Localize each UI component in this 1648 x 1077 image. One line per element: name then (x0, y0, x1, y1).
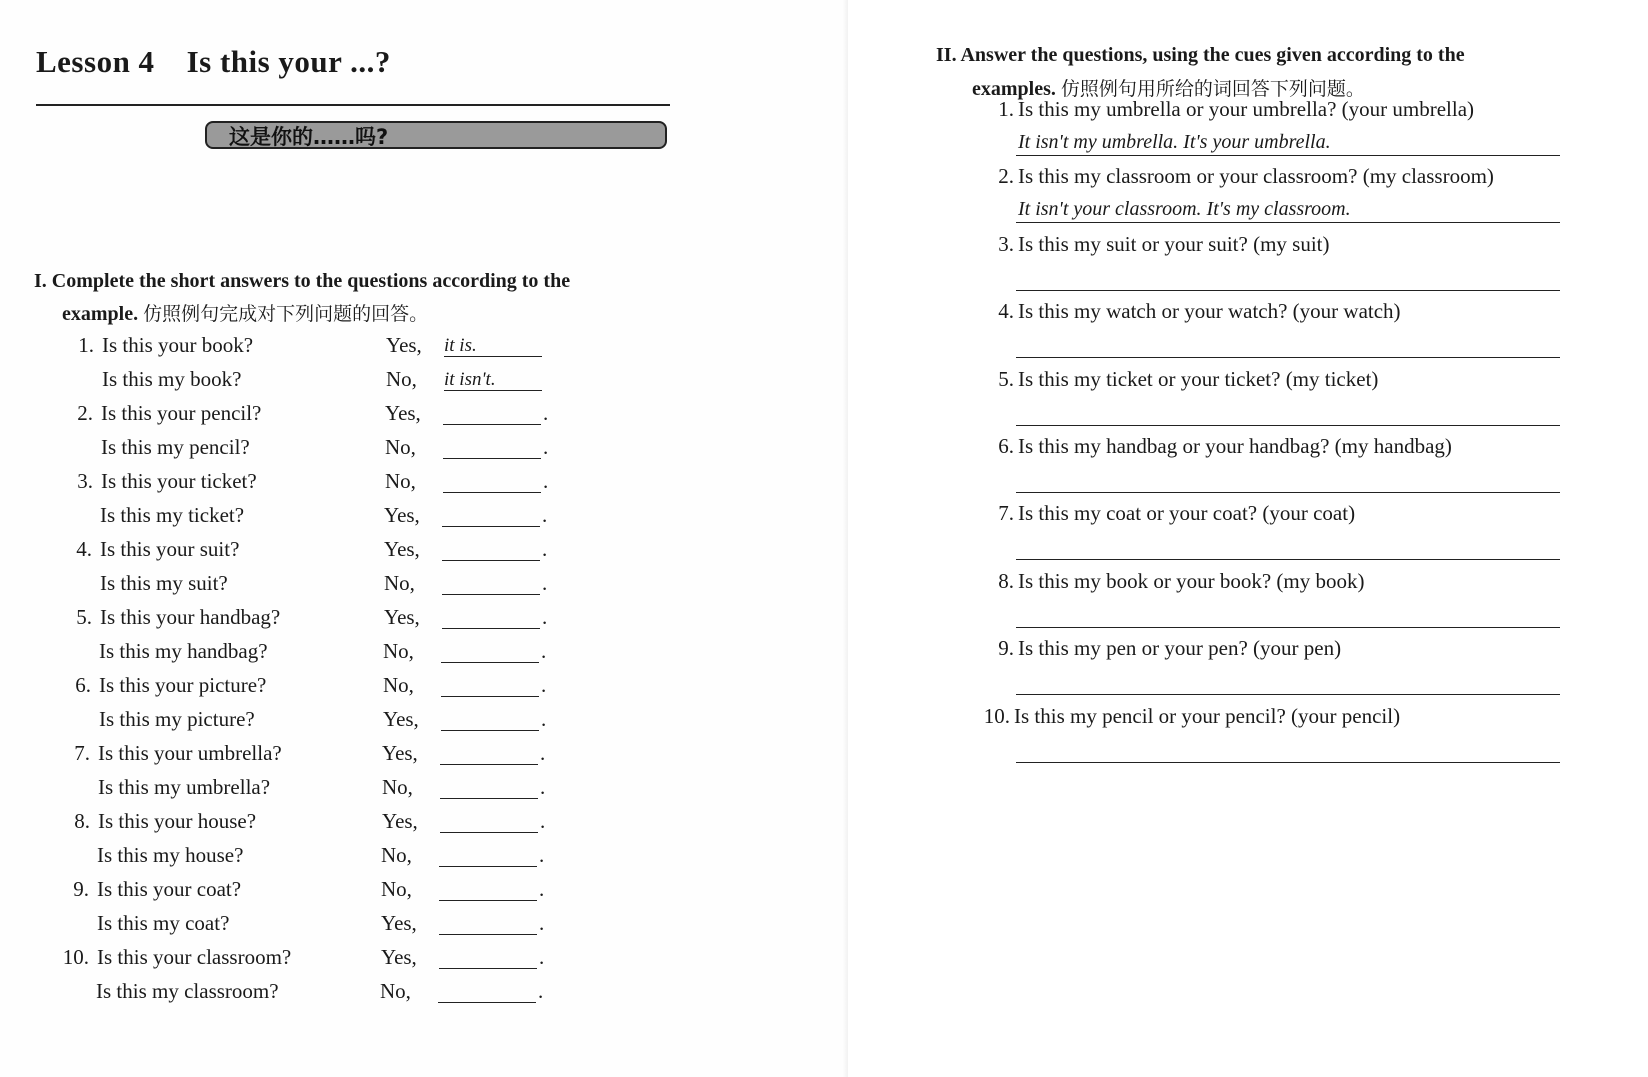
exercise1-row (61, 945, 581, 975)
blank-period: . (543, 435, 549, 459)
answer-prefix: No, (385, 435, 416, 459)
exercise2-question (976, 299, 1401, 324)
section2-roman: II. (936, 44, 957, 66)
question-number: 6. (998, 434, 1014, 458)
question-number: 5. (76, 605, 92, 629)
question-text: Is this my book or your book? (my book) (1018, 568, 1365, 593)
question-text: Is this your handbag? (100, 605, 281, 629)
question-text: Is this your suit? (100, 537, 240, 561)
blank-period: . (542, 571, 548, 595)
answer-example-text: It isn't your classroom. It's my classroom. (1018, 198, 1351, 221)
exercise2-question (976, 97, 1474, 122)
answer-line[interactable] (1016, 222, 1560, 223)
question-text: Is this my ticket? (100, 503, 245, 527)
exercise1-row (62, 741, 582, 771)
section2-heading-en: Answer the questions, using the cues given according to the (960, 44, 1465, 66)
question-text: Is this your house? (98, 809, 257, 833)
exercise1-row (66, 333, 586, 363)
question-number: 7. (74, 741, 90, 765)
blank-period: . (540, 741, 546, 765)
exercise2-question (976, 367, 1378, 392)
question-number: 1. (78, 333, 94, 357)
exercise1-row (63, 639, 583, 669)
question-number: 7. (998, 501, 1014, 526)
question-text: Is this my pencil or your pencil? (your pencil) (1014, 703, 1401, 728)
question-text: Is this my ticket or your ticket? (my ticket) (1018, 366, 1379, 391)
blank-period: . (542, 605, 548, 629)
exercise1-row (63, 707, 583, 737)
question-text: Is this my umbrella? (98, 775, 271, 799)
exercise2-question (976, 636, 1341, 661)
question-text: Is this my suit or your suit? (my suit) (1018, 231, 1330, 256)
answer-example-text: it is. (444, 335, 477, 356)
section2-heading-cn: 仿照例句用所给的词回答下列问题。 (1060, 78, 1365, 100)
exercise1-row (64, 605, 584, 635)
question-number: 2. (77, 401, 93, 425)
answer-blank[interactable] (443, 424, 541, 425)
answer-blank[interactable] (438, 1002, 536, 1003)
section1-roman: I. (34, 270, 47, 292)
exercise1-row (63, 673, 583, 703)
answer-prefix: No, (380, 979, 411, 1003)
question-number: 10. (983, 703, 1010, 728)
exercise1-row (62, 775, 582, 805)
question-text: Is this my suit? (100, 571, 228, 595)
answer-blank[interactable] (442, 526, 540, 527)
blank-period: . (541, 673, 547, 697)
blank-period: . (541, 639, 547, 663)
exercise1-row (65, 401, 585, 431)
exercise1-row (65, 469, 585, 499)
answer-example-text: it isn't. (444, 369, 496, 390)
question-text: Is this my classroom or your classroom? (my classroom) (1018, 164, 1494, 189)
question-number: 3. (998, 231, 1014, 256)
question-number: 1. (998, 97, 1014, 121)
answer-line[interactable] (1016, 155, 1560, 156)
question-text: Is this your ticket? (101, 469, 257, 493)
blank-period: . (542, 537, 548, 561)
blank-period: . (539, 945, 545, 969)
answer-prefix: Yes, (381, 911, 417, 935)
answer-example-text: It isn't my umbrella. It's your umbrella. (1018, 131, 1331, 153)
answer-blank[interactable] (439, 866, 537, 867)
answer-prefix: No, (386, 367, 417, 391)
answer-prefix: No, (384, 571, 415, 595)
answer-line[interactable] (1016, 559, 1560, 560)
blank-period: . (539, 843, 545, 867)
question-number: 4. (76, 537, 92, 561)
answer-blank[interactable] (440, 798, 538, 799)
exercise1-row (61, 911, 581, 941)
exercise1-row (65, 435, 585, 465)
question-number: 2. (998, 164, 1014, 189)
answer-blank[interactable] (443, 458, 541, 459)
blank-period: . (538, 979, 544, 1003)
question-text: Is this your coat? (97, 877, 242, 901)
right-page (848, 0, 1648, 1077)
blank-period: . (540, 809, 546, 833)
question-text: Is this your pencil? (101, 401, 262, 425)
exercise1-row (64, 537, 584, 567)
exercise2-question (976, 164, 1494, 189)
answer-line[interactable] (1016, 290, 1560, 291)
question-number: 5. (998, 366, 1014, 391)
question-number: 3. (77, 469, 93, 493)
answer-prefix: No, (381, 877, 412, 901)
exercise2-question (976, 434, 1452, 459)
lesson-subtitle-banner (205, 121, 667, 149)
blank-period: . (542, 503, 548, 527)
question-text: Is this my handbag? (99, 639, 268, 663)
answer-prefix: Yes, (384, 537, 420, 561)
question-text: Is this your classroom? (97, 945, 292, 969)
lesson-subtitle: 这是你的……吗? (229, 125, 389, 149)
answer-blank[interactable] (442, 594, 540, 595)
section1-heading-cn: 仿照例句完成对下列问题的回答。 (143, 303, 429, 325)
answer-line[interactable] (1016, 627, 1560, 628)
question-text: Is this my pen or your pen? (your pen) (1018, 636, 1342, 661)
answer-prefix: Yes, (384, 503, 420, 527)
section1-heading-line2 (62, 297, 428, 331)
question-text: Is this your book? (102, 333, 254, 357)
section1-heading (34, 264, 570, 298)
answer-line[interactable] (1016, 425, 1560, 426)
question-number: 8. (74, 809, 90, 833)
exercise2-question (976, 232, 1330, 257)
answer-prefix: No, (383, 639, 414, 663)
question-text: Is this my watch or your watch? (your watch) (1018, 299, 1401, 324)
question-text: Is this my umbrella or your umbrella? (your umbrella) (1018, 97, 1475, 121)
answer-blank[interactable] (442, 628, 540, 629)
question-text: Is this my house? (97, 843, 244, 867)
section1-heading-en: Complete the short answers to the questions according to the (51, 270, 571, 292)
question-number: 8. (998, 568, 1014, 593)
question-text: Is this my coat? (97, 911, 230, 935)
answer-blank[interactable] (439, 934, 537, 935)
blank-period: . (543, 401, 549, 425)
question-text: Is this my book? (102, 367, 242, 391)
exercise1-row (60, 979, 580, 1009)
section2-heading-en2: examples. (972, 78, 1056, 100)
question-text: Is this your picture? (99, 673, 267, 697)
question-number: 4. (998, 299, 1014, 324)
answer-prefix: No, (383, 673, 414, 697)
answer-prefix: No, (382, 775, 413, 799)
blank-period: . (539, 911, 545, 935)
answer-blank[interactable] (439, 968, 537, 969)
section2-heading (936, 38, 1465, 72)
exercise1-row (66, 367, 586, 397)
exercise1-row (64, 503, 584, 533)
answer-blank[interactable] (439, 900, 537, 901)
answer-prefix: Yes, (385, 401, 421, 425)
answer-blank[interactable] (441, 696, 539, 697)
answer-prefix: Yes, (382, 741, 418, 765)
lesson-name: Is this your ...? (186, 44, 391, 79)
answer-line[interactable] (1016, 357, 1560, 358)
title-divider (36, 104, 670, 106)
blank-period: . (543, 469, 549, 493)
question-number: 9. (73, 877, 89, 901)
question-number: 10. (62, 945, 89, 969)
blank-period: . (539, 877, 545, 901)
question-number: 9. (998, 636, 1014, 661)
answer-line[interactable] (1016, 762, 1560, 763)
answer-line[interactable] (1016, 492, 1560, 493)
blank-period: . (540, 775, 546, 799)
section1-heading-en2: example. (62, 303, 139, 325)
answer-prefix: Yes, (386, 333, 422, 357)
exercise2-question (972, 704, 1400, 729)
exercise1-row (62, 809, 582, 839)
answer-prefix: Yes, (384, 605, 420, 629)
exercise1-row (64, 571, 584, 601)
question-number: 6. (75, 673, 91, 697)
exercise2-question (976, 569, 1364, 594)
lesson-title (36, 44, 391, 80)
question-text: Is this my picture? (99, 707, 255, 731)
exercise1-row (61, 877, 581, 907)
question-text: Is this your umbrella? (98, 741, 282, 765)
blank-period: . (541, 707, 547, 731)
exercise2-question (976, 501, 1355, 526)
answer-blank[interactable] (441, 662, 539, 663)
answer-blank[interactable] (441, 730, 539, 731)
exercise1-row (61, 843, 581, 873)
answer-prefix: Yes, (381, 945, 417, 969)
answer-prefix: No, (385, 469, 416, 493)
question-text: Is this my handbag or your handbag? (my handbag) (1018, 434, 1452, 458)
answer-blank[interactable] (442, 560, 540, 561)
question-text: Is this my pencil? (101, 435, 250, 459)
answer-blank[interactable] (440, 764, 538, 765)
answer-blank[interactable] (443, 492, 541, 493)
answer-blank[interactable] (440, 832, 538, 833)
question-text: Is this my classroom? (96, 979, 279, 1003)
answer-line[interactable] (1016, 694, 1560, 695)
answer-prefix: No, (381, 843, 412, 867)
question-text: Is this my coat or your coat? (your coat) (1018, 501, 1356, 526)
answer-prefix: Yes, (382, 809, 418, 833)
answer-prefix: Yes, (383, 707, 419, 731)
lesson-number: Lesson 4 (36, 44, 155, 79)
